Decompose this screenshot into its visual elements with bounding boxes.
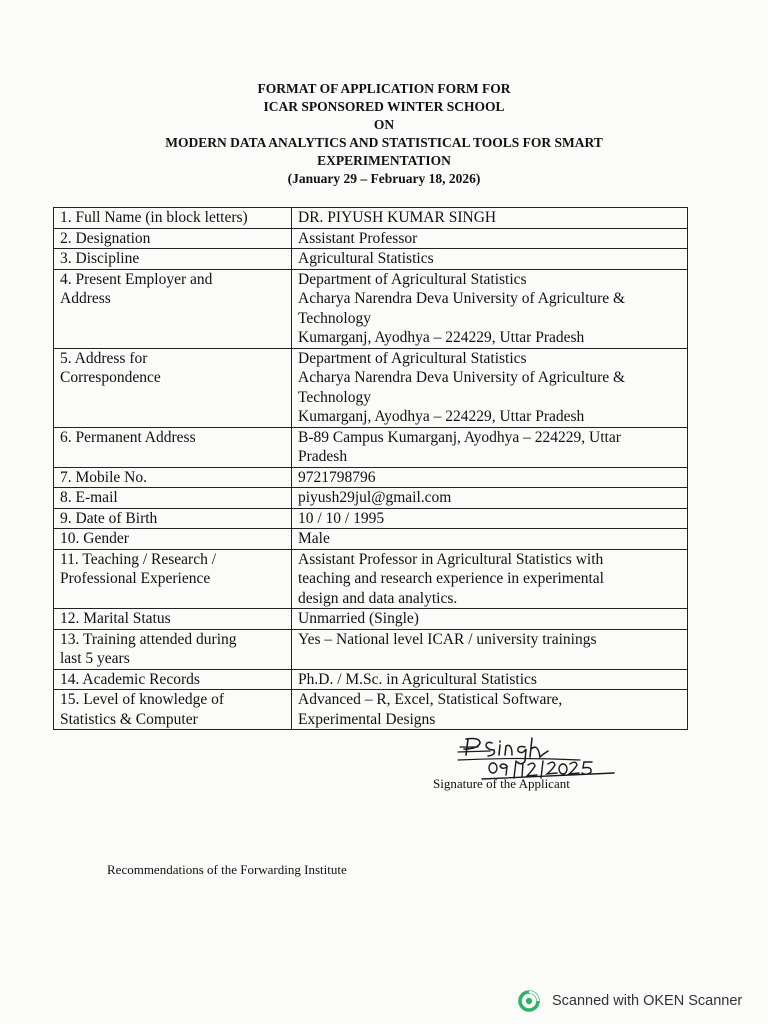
form-field-label-line: 11. Teaching / Research /	[60, 550, 217, 568]
form-row	[54, 427, 688, 467]
form-field-value	[292, 629, 688, 669]
form-field-value-line: piyush29jul@gmail.com	[298, 489, 452, 506]
form-field-label	[54, 508, 292, 529]
form-field-value-line: Yes – National level ICAR / university trainings	[298, 630, 597, 648]
scanner-watermark	[518, 990, 742, 1012]
form-field-value-line: Acharya Narendra Deva University of Agriculture &	[298, 290, 626, 307]
form-field-label-line: 12. Marital Status	[60, 610, 171, 627]
form-field-value	[292, 249, 688, 270]
form-field-label-line: 8. E-mail	[60, 489, 118, 506]
form-row	[54, 669, 688, 690]
form-field-value-line: teaching and research experience in experimental	[298, 570, 604, 587]
form-row	[54, 488, 688, 509]
form-field-value-line: B-89 Campus Kumarganj, Ayodhya – 224229, Uttar	[298, 428, 621, 446]
form-row	[54, 467, 688, 488]
form-field-label-line: 2. Designation	[60, 229, 151, 247]
form-field-label-line: Professional Experience	[60, 570, 211, 587]
signature-label: Signature of the Applicant	[433, 776, 570, 791]
form-field-value	[292, 269, 688, 348]
form-field-value-line: Department of Agricultural Statistics	[298, 270, 527, 288]
form-field-value	[292, 690, 688, 730]
form-field-value-line: 9721798796	[298, 468, 376, 486]
form-field-value-line: Department of Agricultural Statistics	[298, 349, 527, 367]
form-field-value-line: Acharya Narendra Deva University of Agriculture &	[298, 369, 626, 386]
signature-block	[430, 733, 630, 795]
scanner-watermark-text: Scanned with OKEN Scanner	[552, 993, 743, 1009]
form-field-label	[54, 488, 292, 509]
header-line-4: MODERN DATA ANALYTICS AND STATISTICAL TOOLS FOR SMART	[165, 135, 603, 150]
form-field-label	[54, 529, 292, 550]
form-field-value	[292, 208, 688, 229]
form-field-label	[54, 228, 292, 249]
form-row	[54, 249, 688, 270]
form-row	[54, 529, 688, 550]
form-field-label-line: 9. Date of Birth	[60, 509, 158, 527]
form-field-label	[54, 629, 292, 669]
form-row	[54, 609, 688, 630]
form-row	[54, 690, 688, 730]
form-field-label	[54, 690, 292, 730]
form-field-value	[292, 228, 688, 249]
form-field-label	[54, 467, 292, 488]
form-row	[54, 508, 688, 529]
form-field-label	[54, 427, 292, 467]
form-field-label-line: 1. Full Name (in block letters)	[60, 209, 248, 226]
form-field-value-line: Male	[298, 530, 330, 547]
form-field-label-line: Correspondence	[60, 369, 161, 386]
form-field-label-line: 15. Level of knowledge of	[60, 691, 224, 708]
form-field-value-line: Assistant Professor	[298, 229, 418, 247]
form-field-label	[54, 549, 292, 609]
form-field-value	[292, 549, 688, 609]
form-field-value-line: Advanced – R, Excel, Statistical Software,	[298, 691, 563, 708]
form-field-value	[292, 609, 688, 630]
form-field-label-line: 5. Address for	[60, 349, 148, 367]
form-field-label-line: 14. Academic Records	[60, 670, 200, 688]
form-row	[54, 269, 688, 348]
header-line-2: ICAR SPONSORED WINTER SCHOOL	[263, 99, 505, 114]
form-field-label	[54, 249, 292, 270]
form-field-value	[292, 427, 688, 467]
form-field-value-line: Technology	[298, 388, 371, 406]
form-field-value-line: 10 / 10 / 1995	[298, 509, 385, 527]
form-field-label-line: Statistics & Computer	[60, 710, 198, 728]
form-field-value-line: DR. PIYUSH KUMAR SINGH	[298, 209, 497, 226]
form-field-label-line: 10. Gender	[60, 530, 129, 547]
form-field-label-line: 3. Discipline	[60, 250, 140, 267]
oken-scanner-logo-icon	[518, 990, 540, 1012]
form-row	[54, 629, 688, 669]
form-field-value-line: Agricultural Statistics	[298, 250, 434, 267]
form-row	[54, 208, 688, 229]
form-field-value-line: Technology	[298, 309, 371, 327]
form-row	[54, 549, 688, 609]
form-field-value	[292, 669, 688, 690]
form-field-value-line: Assistant Professor in Agricultural Statistics with	[298, 550, 604, 568]
application-form-table	[53, 207, 688, 730]
form-field-label-line: last 5 years	[60, 650, 130, 667]
form-field-value-line: Kumarganj, Ayodhya – 224229, Uttar Pradesh	[298, 408, 585, 425]
form-field-value-line: design and data analytics.	[298, 589, 458, 607]
form-field-label	[54, 208, 292, 229]
form-field-label-line: 4. Present Employer and	[60, 270, 213, 288]
form-row	[54, 348, 688, 427]
form-field-value	[292, 529, 688, 550]
forwarding-institute-recommendations-label: Recommendations of the Forwarding Institute	[107, 862, 347, 877]
form-field-label	[54, 269, 292, 348]
form-field-value	[292, 348, 688, 427]
form-field-value	[292, 508, 688, 529]
form-field-label-line: 6. Permanent Address	[60, 428, 196, 446]
form-field-label-line: Address	[60, 290, 111, 307]
form-field-value-line: Ph.D. / M.Sc. in Agricultural Statistics	[298, 670, 537, 688]
form-field-label	[54, 669, 292, 690]
form-field-value-line: Experimental Designs	[298, 710, 436, 728]
form-field-value-line: Kumarganj, Ayodhya – 224229, Uttar Pradesh	[298, 329, 585, 346]
form-field-label-line: 13. Training attended during	[60, 630, 237, 648]
form-header	[0, 80, 768, 188]
form-field-value	[292, 488, 688, 509]
header-line-6: (January 29 – February 18, 2026)	[287, 171, 481, 186]
form-field-value-line: Pradesh	[298, 448, 348, 465]
form-field-label	[54, 609, 292, 630]
form-field-label	[54, 348, 292, 427]
form-field-label-line: 7. Mobile No.	[60, 468, 147, 486]
header-line-1: FORMAT OF APPLICATION FORM FOR	[257, 81, 511, 96]
form-row	[54, 228, 688, 249]
form-table-body	[54, 208, 688, 730]
header-line-3: ON	[373, 117, 395, 132]
header-line-5: EXPERIMENTATION	[317, 153, 451, 168]
form-field-value	[292, 467, 688, 488]
form-field-value-line: Unmarried (Single)	[298, 610, 419, 627]
